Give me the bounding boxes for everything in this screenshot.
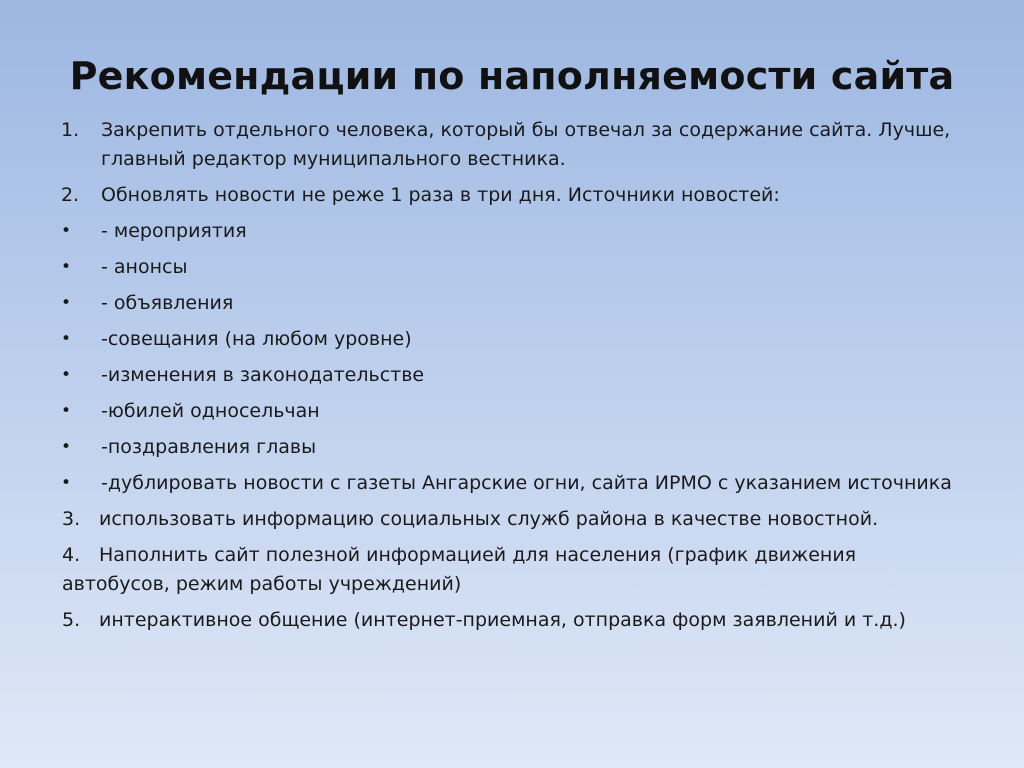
item-text: -дублировать новости с газеты Ангарские огни, сайта ИРМО с указанием источника <box>101 472 952 494</box>
list-item-5 <box>0 606 1024 635</box>
list-item-bullet <box>0 433 1024 462</box>
list-item-bullet <box>0 289 1024 318</box>
bullet-icon: • <box>61 293 72 313</box>
item-text: - объявления <box>101 292 234 314</box>
item-text: -изменения в законодательстве <box>101 364 425 386</box>
item-number: 2. <box>61 184 80 206</box>
item-text: -совещания (на любом уровне) <box>101 328 412 350</box>
list-item-3 <box>0 505 1024 534</box>
bullet-icon: • <box>61 257 72 277</box>
list-item-bullet <box>0 217 1024 246</box>
list-item-bullet <box>0 397 1024 426</box>
item-number: 4. <box>62 544 81 566</box>
item-text: Обновлять новости не реже 1 раза в три дня. Источники новостей: <box>101 184 780 206</box>
item-row <box>62 606 962 635</box>
item-text: - анонсы <box>101 256 188 278</box>
list-item-bullet <box>0 253 1024 282</box>
item-row <box>62 541 962 599</box>
slide-title: Рекомендации по наполняемости сайта <box>69 54 955 98</box>
item-number: 3. <box>62 508 81 530</box>
list-item-4 <box>0 541 1024 599</box>
bullet-icon: • <box>61 221 72 241</box>
item-text: использовать информацию социальных служб района в качестве новостной. <box>99 508 879 530</box>
item-number: 5. <box>62 609 81 631</box>
list-item-1 <box>0 116 1024 174</box>
item-text: -юбилей односельчан <box>101 400 320 422</box>
item-text: -поздравления главы <box>101 436 317 458</box>
item-text: интерактивное общение (интернет-приемная, отправка форм заявлений и т.д.) <box>99 609 906 631</box>
bullet-icon: • <box>61 473 72 493</box>
item-row <box>62 505 962 534</box>
item-text: - мероприятия <box>101 220 247 242</box>
list-item-bullet <box>0 325 1024 354</box>
item-text: Закрепить отдельного человека, который бы отвечал за содержание сайта. Лучше, главный редактор муниципального вестника. <box>101 119 951 170</box>
bullet-icon: • <box>61 401 72 421</box>
list-item-2 <box>0 181 1024 210</box>
item-number: 1. <box>61 119 80 141</box>
recommendations-list <box>0 116 1024 642</box>
list-item-bullet <box>0 469 1024 498</box>
bullet-icon: • <box>61 329 72 349</box>
list-item-bullet <box>0 361 1024 390</box>
bullet-icon: • <box>61 365 72 385</box>
item-text: Наполнить сайт полезной информацией для населения (график движения автобусов, режим работы учреждений) <box>62 544 857 595</box>
bullet-icon: • <box>61 437 72 457</box>
